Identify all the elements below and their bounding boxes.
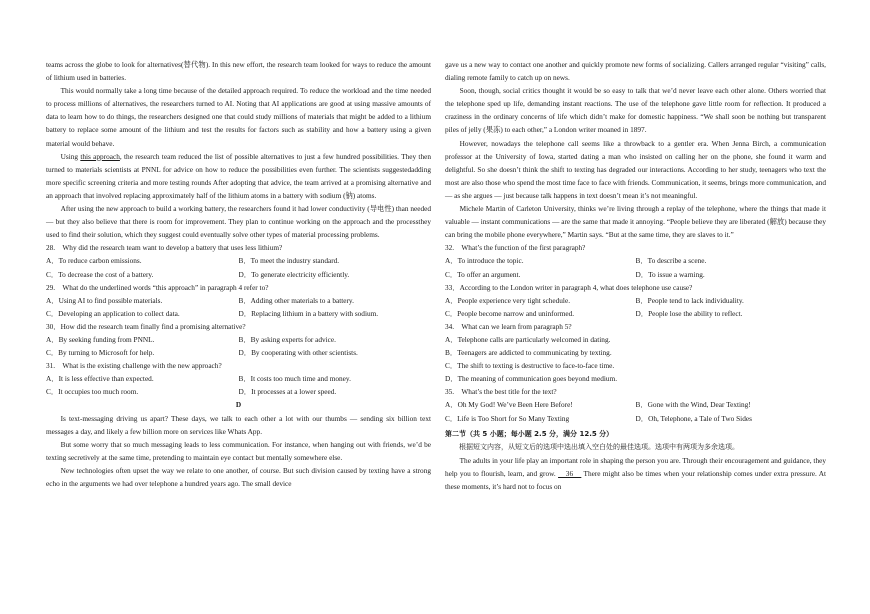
question-30-options-row-2 (46, 346, 431, 359)
option-33b: B．People tend to lack individuality. (635, 295, 744, 305)
option-28c: C．To decrease the cost of a battery. (46, 269, 154, 279)
option-28d: D．To generate electricity efficiently. (238, 269, 350, 279)
option-33c: C．People become narrow and uninformed. (445, 308, 575, 318)
passage-d-paragraph-3-cont: gave us a new way to contact one another and quickly promote new forms of socializing. Callers arranged regular “visiting” calls, dialing remote family to catch up on news. (445, 60, 826, 83)
question-31-options-row-2 (46, 385, 431, 398)
left-column (46, 58, 431, 490)
option-33a: A．People experience very tight schedule. (445, 295, 571, 305)
passage-d-paragraph-1: Is text-messaging driving us apart? These days, we talk to each other a lot with our thumbs — sending six billion text messages a day, and likely a few billion more on services like Whats App. (46, 413, 431, 436)
option-32a: A．To introduce the topic. (445, 256, 524, 266)
option-32c: C．To offer an argument. (445, 269, 521, 279)
passage-d-paragraph-2: But some worry that so much messaging leads to less communication. For instance, when hanging out with friends, we’d be texting secretively at the same time, pretending to maintain eye contact but mentally somewhere else. (46, 439, 431, 462)
option-31c: C．It occupies too much room. (46, 387, 139, 397)
option-28b: B．To meet the industry standard. (238, 256, 340, 266)
question-35-options-row-1 (445, 398, 826, 411)
section-2-passage-paragraph-1 (445, 454, 826, 493)
blank-36: 36 (558, 468, 582, 478)
passage-c-paragraph-3 (46, 150, 431, 202)
option-30b: B．By asking experts for advice. (238, 334, 336, 344)
option-34a: A．Telephone calls are particularly welcomed in dating. (445, 334, 611, 344)
question-30: 30．How did the research team finally find a promising alternative? (46, 321, 246, 331)
question-29-options-row-1 (46, 294, 431, 307)
passage-text-rest: There might also be times when your relationship comes under extra pressure. At these moments, it’s hard not to focus on (445, 468, 826, 491)
passage-c-paragraph-4: After using the new approach to build a working battery, the researchers found it had lower conductivity (导电性) than needed — but they also believe that there is room for improvement. They plan to continue working on the approach and the processthey used to find their solution, which they suggest could eventually solve other types of material processing problems. (46, 204, 431, 240)
question-32-options-row-1 (445, 254, 826, 267)
question-28-options-row-1 (46, 254, 431, 267)
question-35: 35. What’s the best title for the text? (445, 387, 557, 397)
option-34d: D．The meaning of communication goes beyond medium. (445, 374, 618, 384)
paragraph-3-rest: , the research team reduced the list of possible alternatives to just a few hundred possibilities. They then turned to materials scientists at PNNL for advice on how to reduce the possibilities even further. The scientists suggestedadding more specific screening criteria and more testing rounds After adopting that advice, the team arrived at a promising alternative and an approach that involved replacing approximately half of the lithium atoms in a battery with sodium (钠) atoms. (46, 151, 432, 200)
question-35-options-row-2 (445, 412, 826, 425)
underlined-phrase: this approach (80, 151, 120, 161)
option-32b: B．To describe a scene. (635, 256, 707, 266)
question-29: 29. What do the underlined words “this approach” in paragraph 4 refer to? (46, 282, 269, 292)
option-30c: C．By turning to Microsoft for help. (46, 348, 155, 358)
option-30d: D．By cooperating with other scientists. (238, 348, 358, 358)
passage-c-paragraph-1: teams across the globe to look for alternatives(替代物). In this new effort, the research team looked for ways to reduce the amount of lithium used in batteries. (46, 60, 431, 83)
option-35b: B．Gone with the Wind, Dear Texting! (635, 400, 751, 410)
question-33: 33．According to the London writer in paragraph 4, what does telephone use cause? (445, 282, 693, 292)
question-34: 34. What can we learn from paragraph 5? (445, 321, 572, 331)
option-29d: D．Replacing lithium in a battery with sodium. (238, 308, 379, 318)
option-33d: D．People lose the ability to reflect. (635, 308, 743, 318)
option-35d: D．Oh, Telephone, a Tale of Two Sides (635, 413, 752, 423)
question-30-options-row-1 (46, 333, 431, 346)
question-29-options-row-2 (46, 307, 431, 320)
right-column (445, 58, 826, 493)
question-31: 31. What is the existing challenge with the new approach? (46, 361, 222, 371)
question-32: 32. What’s the function of the first paragraph? (445, 243, 586, 253)
option-34b: B．Teenagers are addicted to communicating by texting. (445, 348, 612, 358)
paragraph-3-lead: Using (60, 151, 81, 161)
option-29b: B．Adding other materials to a battery. (238, 295, 354, 305)
question-31-options-row-1 (46, 372, 431, 385)
question-32-options-row-2 (445, 268, 826, 281)
question-33-options-row-2 (445, 307, 826, 320)
passage-c-paragraph-2: This would normally take a long time because of the detailed approach required. To reduce the workload and the time needed to process millions of alternatives, the researchers turned to AI. Noting that AI applications are good at using massive amounts of data to learn how to do things, the researchers designed one that could study millions of materials that might be added to a lithium battery to replace some amount of the lithium and test the results for factors such as stability and how a battery using a given material would behave. (46, 86, 431, 148)
section-2-instructions: 根据短文内容，从短文后的选项中选出填入空白处的最佳选项。选项中有两项为多余选项。 (459, 442, 739, 451)
question-33-options-row-1 (445, 294, 826, 307)
passage-d-paragraph-5: However, nowadays the telephone call seems like a throwback to a gentler era. When Jenna Birch, a communication professor at the University of Iowa, started dating a man who insisted on calling her on the phone, she found it warm and delightful. So she doesn’t think the shift to texting has degraded our interactions. According to her study, teenagers who text the most are also those who spend the most time face to face with friends. Communication, it seems, brings more communication, and — as she argues — just because talk happens in text doesn’t mean it’s not meaningful. (445, 138, 826, 200)
option-31b: B．It costs too much time and money. (238, 374, 351, 384)
option-34c: C．The shift to texting is destructive to face-to-face time. (445, 361, 615, 371)
option-35c: C．Life is Too Short for So Many Texting (445, 413, 570, 423)
option-35a: A．Oh My God! We’ve Been Here Before! (445, 400, 573, 410)
option-28a: A．To reduce carbon emissions. (46, 256, 142, 266)
option-31a: A．It is less effective than expected. (46, 374, 154, 384)
option-30a: A．By seeking funding from PNNL. (46, 334, 155, 344)
passage-d-paragraph-4: Soon, though, social critics thought it would be so easy to talk that we’d never leave each other alone. Others worried that the telephone sped up life, demanding instant reactions. The use of the telephone gave little room for reflection. It produced a craziness in the ordinary concerns of life which didn’t make for domestic happiness. “We shall soon be nothing but transparent piles of jelly (果冻) to each other,” a London writer moaned in 1897. (445, 86, 826, 135)
question-28: 28. Why did the research team want to develop a battery that uses less lithium? (46, 243, 283, 253)
section-2-heading: 第二节（共 5 小题；每小题 2.5 分，满分 12.5 分） (445, 429, 614, 438)
passage-d-paragraph-3: New technologies often upset the way we relate to one another, of course. But such division caused by texting have a strong echo in the arguments we had over telephone a hundred years ago. The small device (46, 465, 431, 488)
option-31d: D．It processes at a lower speed. (238, 387, 337, 397)
passage-d-heading: D (235, 400, 242, 410)
question-28-options-row-2 (46, 268, 431, 281)
option-29c: C．Developing an application to collect data. (46, 308, 180, 318)
option-29a: A．Using AI to find possible materials. (46, 295, 163, 305)
option-32d: D．To issue a warning. (635, 269, 705, 279)
passage-text-lead: The adults in your life play an important role in shaping the person you are. Through their encouragement and guidance, they help you to flourish, learn, and grow. (445, 455, 826, 478)
passage-d-paragraph-6: Michele Martin of Carleton University, thinks we’re living through a replay of the telephone, where the things that made it valuable — instant communications — are the same that made it annoying. “People believe they are liberated (解放) because they can bring the mobile phone everywhere,” Martin says. “But at the same time, they are slaves to it.” (445, 204, 826, 240)
